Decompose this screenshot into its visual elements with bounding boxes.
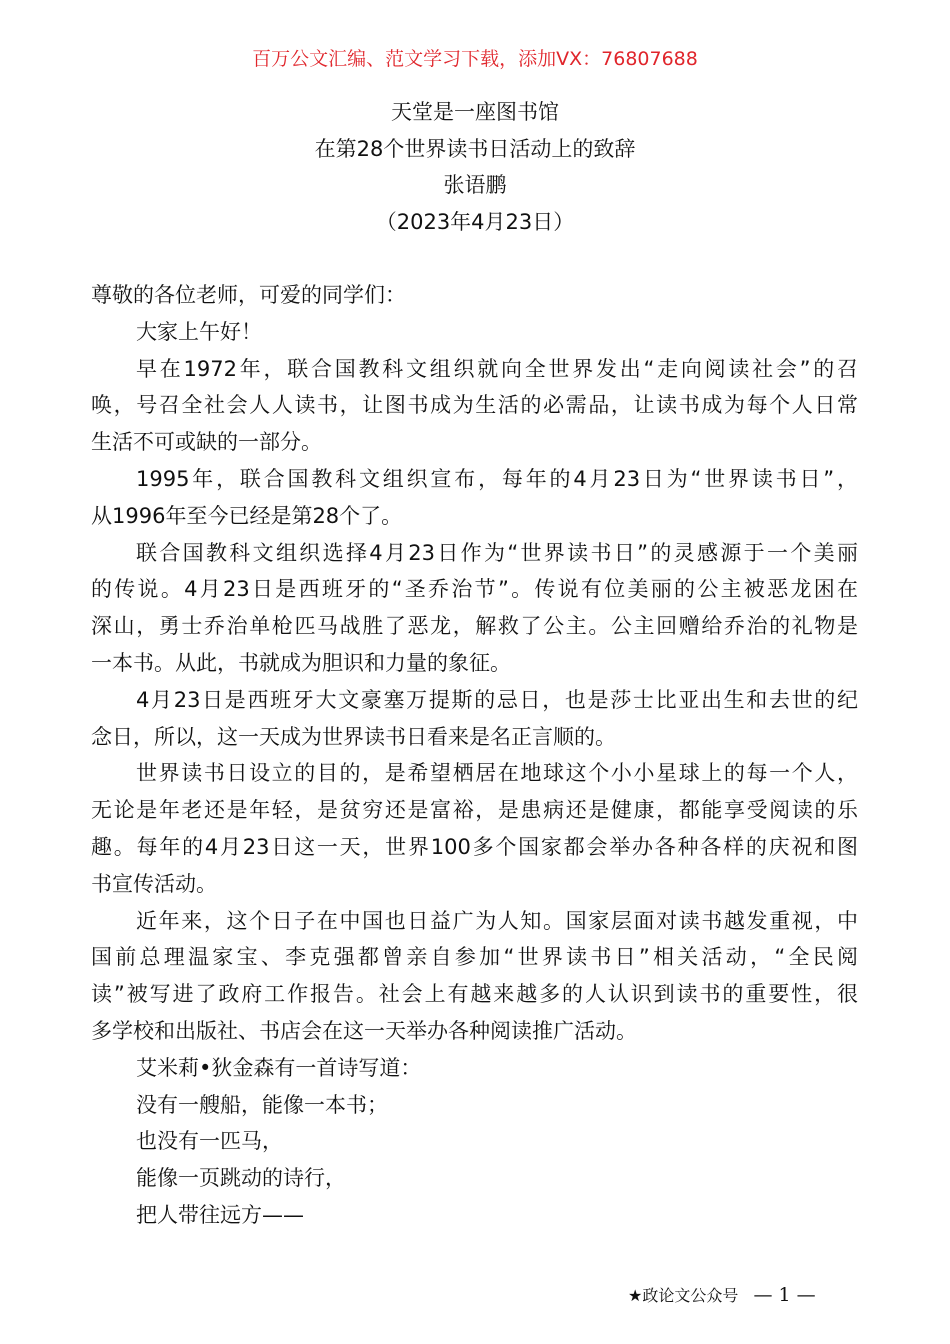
document-date: （2023年4月23日） bbox=[375, 210, 575, 235]
text-line: 艾米莉•狄金森有一首诗写道： bbox=[136, 1055, 422, 1080]
paragraph bbox=[91, 314, 858, 351]
document-title: 天堂是一座图书馆 bbox=[391, 100, 559, 124]
text-line: 无论是年老还是年轻，是贫穷还是富裕，是患病还是健康，都能享受阅读的乐 bbox=[91, 798, 858, 823]
text-line: 联合国教科文组织选择4月23日作为“世界读书日”的灵感源于一个美丽 bbox=[136, 540, 858, 565]
document-body bbox=[91, 277, 858, 1234]
text-line: 深山，勇士乔治单枪匹马战胜了恶龙，解救了公主。公主回赠给乔治的礼物是 bbox=[91, 614, 858, 639]
text-line: 读”被写进了政府工作报告。社会上有越来越多的人认识到读书的重要性，很 bbox=[91, 982, 858, 1007]
document-subtitle: 在第28个世界读书日活动上的致辞 bbox=[314, 136, 636, 161]
text-line: 早在1972年，联合国教科文组织就向全世界发出“走向阅读社会”的召 bbox=[136, 356, 858, 381]
text-line: 一本书。从此，书就成为胆识和力量的象征。 bbox=[91, 650, 511, 675]
text-line: 也没有一匹马， bbox=[136, 1129, 283, 1154]
text-line: 4月23日是西班牙大文豪塞万提斯的忌日，也是莎士比亚出生和去世的纪 bbox=[136, 687, 858, 712]
paragraph bbox=[91, 351, 858, 461]
text-line: 能像一页跳动的诗行， bbox=[136, 1166, 346, 1191]
text-line: 国前总理温家宝、李克强都曾亲自参加“世界读书日”相关活动，“全民阅 bbox=[91, 945, 858, 970]
text-line: 生活不可或缺的一部分。 bbox=[91, 430, 322, 455]
paragraph bbox=[91, 1050, 858, 1087]
paragraph bbox=[91, 903, 858, 1050]
text-line: 1995年，联合国教科文组织宣布，每年的4月23日为“世界读书日”， bbox=[136, 466, 858, 491]
paragraph bbox=[91, 1197, 858, 1234]
text-line: 尊敬的各位老师，可爱的同学们： bbox=[91, 283, 406, 307]
page-footer bbox=[628, 1283, 816, 1308]
text-line: 世界读书日设立的目的，是希望栖居在地球这个小小星球上的每一个人， bbox=[136, 761, 858, 786]
text-line: 没有一艘船，能像一本书； bbox=[136, 1092, 388, 1117]
text-line: 近年来，这个日子在中国也日益广为人知。国家层面对读书越发重视，中 bbox=[136, 908, 858, 933]
paragraph bbox=[91, 1123, 858, 1160]
text-line: 念日，所以，这一天成为世界读书日看来是名正言顺的。 bbox=[91, 724, 616, 749]
paragraph bbox=[91, 755, 858, 902]
document-author: 张语鹏 bbox=[443, 173, 507, 198]
text-line: 从1996年至今已经是第28个了。 bbox=[91, 503, 403, 528]
paragraph bbox=[91, 1087, 858, 1124]
text-line: 多学校和出版社、书店会在这一天举办各种阅读推广活动。 bbox=[91, 1018, 637, 1043]
text-line: 大家上午好！ bbox=[136, 319, 262, 344]
text-line: 趣。每年的4月23日这一天，世界100多个国家都会举办各种各样的庆祝和图 bbox=[91, 834, 858, 859]
footer-label: ★政论文公众号 bbox=[628, 1286, 739, 1305]
title-block bbox=[0, 94, 950, 241]
paragraph bbox=[91, 277, 858, 314]
paragraph bbox=[91, 1160, 858, 1197]
page-number: — 1 — bbox=[753, 1284, 816, 1306]
paragraph bbox=[91, 461, 858, 535]
text-line: 的传说。4月23日是西班牙的“圣乔治节”。传说有位美丽的公主被恶龙困在 bbox=[91, 577, 858, 602]
text-line: 唤，号召全社会人人读书，让图书成为生活的必需品，让读书成为每个人日常 bbox=[91, 393, 858, 418]
header-watermark: 百万公文汇编、范文学习下载，添加VX：76807688 bbox=[252, 48, 698, 70]
text-line: 书宣传活动。 bbox=[91, 871, 217, 896]
paragraph bbox=[91, 535, 858, 682]
text-line: 把人带往远方—— bbox=[136, 1202, 304, 1227]
paragraph bbox=[91, 682, 858, 756]
